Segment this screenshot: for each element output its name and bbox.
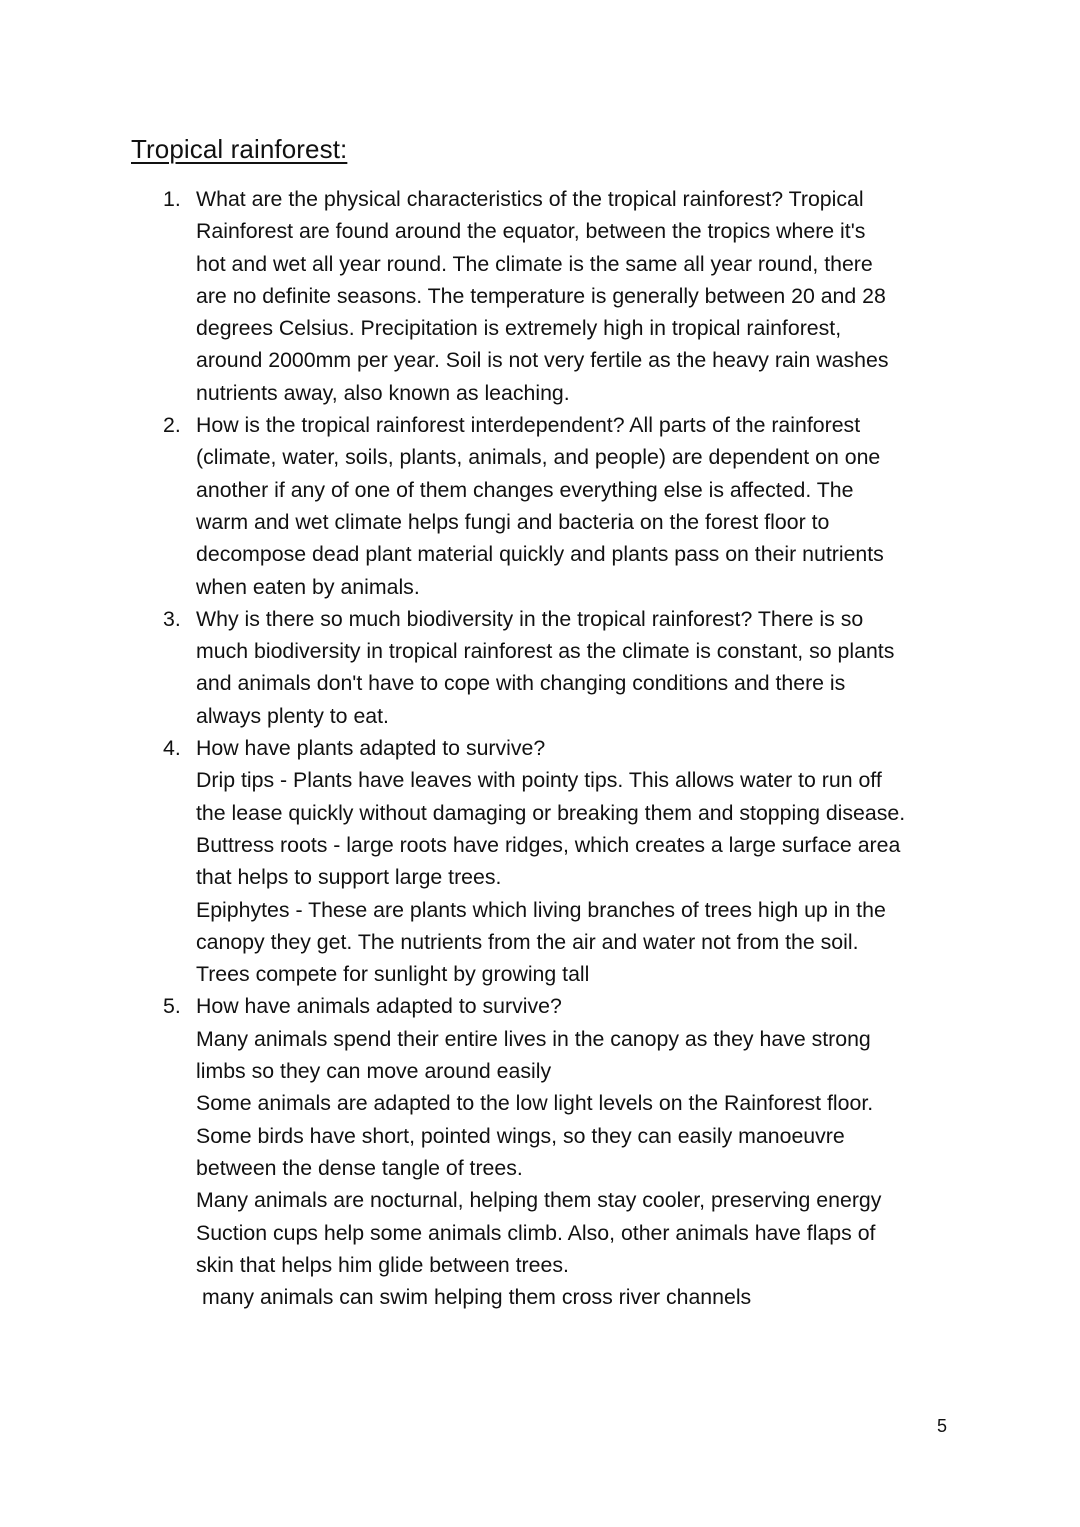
text-line: when eaten by animals. [196,574,420,599]
text-line: Why is there so much biodiversity in the tropical rainforest? There is so [196,606,864,631]
text-line: Rainforest are found around the equator, between the tropics where it's [196,219,866,244]
text-line: Suction cups help some animals climb. Also, other animals have flaps of [196,1220,876,1245]
text-line: and animals don't have to cope with changing conditions and there is [196,671,846,696]
text-line: hot and wet all year round. The climate is the same all year round, there [196,251,873,276]
text-line: around 2000mm per year. Soil is not very fertile as the heavy rain washes [196,348,889,373]
text-line: many animals can swim helping them cross river channels [202,1285,752,1310]
text-line: Trees compete for sunlight by growing tall [196,962,590,987]
text-line: canopy they get. The nutrients from the air and water not from the soil. [196,929,859,954]
text-line: How have plants adapted to survive? [196,736,546,761]
question-item-4 [163,732,953,990]
text-line: limbs so they can move around easily [196,1059,552,1084]
text-line: skin that helps him glide between trees. [196,1252,569,1277]
question-number: 3. [163,606,181,631]
question-item-5 [163,990,953,1313]
text-line: the lease quickly without damaging or breaking them and stopping disease. [196,800,906,825]
question-number: 2. [163,413,181,438]
question-number: 4. [163,736,181,761]
section-heading: Tropical rainforest: [131,134,348,164]
text-line: Some animals are adapted to the low light levels on the Rainforest floor. [196,1091,874,1116]
question-item-3 [163,603,953,732]
text-line: What are the physical characteristics of the tropical rainforest? Tropical [196,187,864,211]
text-line: much biodiversity in tropical rainforest as the climate is constant, so plants [196,639,895,664]
question-number: 5. [163,994,181,1019]
text-line: Epiphytes - These are plants which living branches of trees high up in the [196,897,886,922]
text-line: Buttress roots - large roots have ridges, which creates a large surface area [196,832,901,857]
text-line: Some birds have short, pointed wings, so they can easily manoeuvre [196,1123,845,1148]
page-number: 5 [937,1416,948,1436]
text-line: degrees Celsius. Precipitation is extremely high in tropical rainforest, [196,316,842,341]
text-line: (climate, water, soils, plants, animals, and people) are dependent on one [196,445,881,470]
text-line: that helps to support large trees. [196,865,502,890]
text-line: How is the tropical rainforest interdependent? All parts of the rainforest [196,413,861,438]
text-line: nutrients away, also known as leaching. [196,380,570,405]
text-line: between the dense tangle of trees. [196,1155,523,1180]
text-line: decompose dead plant material quickly and plants pass on their nutrients [196,542,884,567]
text-line: always plenty to eat. [196,703,389,728]
text-line: Drip tips - Plants have leaves with pointy tips. This allows water to run off [196,768,882,793]
text-line: Many animals are nocturnal, helping them stay cooler, preserving energy [196,1188,882,1213]
text-line: warm and wet climate helps fungi and bacteria on the forest floor to [196,509,830,534]
question-list [163,183,953,1313]
text-line: Many animals spend their entire lives in the canopy as they have strong [196,1026,871,1051]
text-line: another if any of one of them changes everything else is affected. The [196,477,854,502]
question-item-1 [163,183,953,409]
question-item-2 [163,409,953,603]
text-line: How have animals adapted to survive? [196,994,562,1019]
text-line: are no definite seasons. The temperature is generally between 20 and 28 [196,283,886,308]
question-number: 1. [163,187,181,211]
